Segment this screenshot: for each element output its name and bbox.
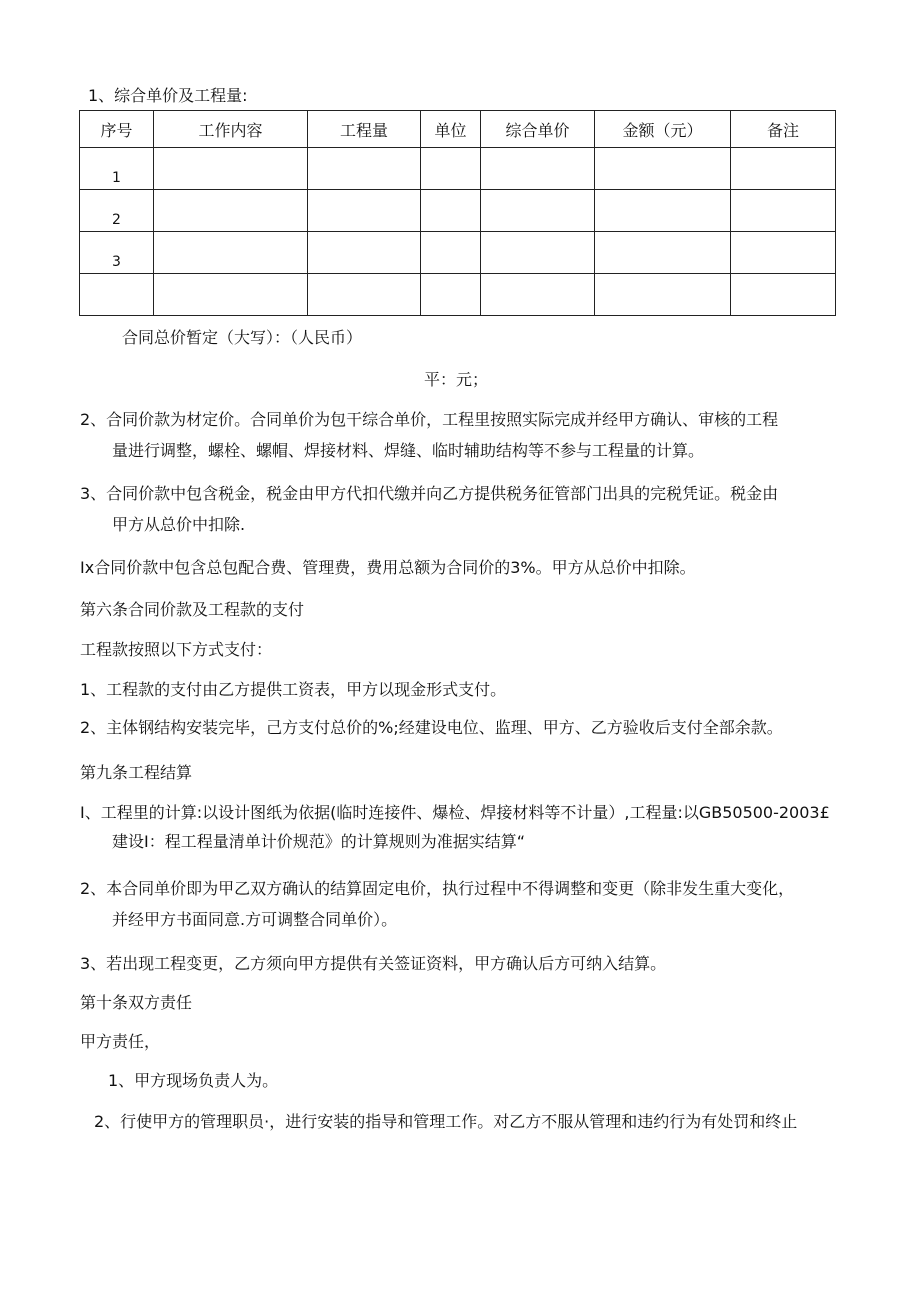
col-header-amount: 金额（元） (595, 111, 731, 148)
table-cell (595, 232, 731, 274)
table-cell-index (80, 274, 154, 316)
section-heading-unit-price: 1、综合单价及工程量: (88, 86, 248, 105)
clause-4: Ix合同价款中包含总包配合费、管理费，费用总额为合同价的3%。甲方从总价中扣除。 (80, 558, 696, 577)
table-cell (308, 148, 421, 190)
table-row (80, 232, 836, 274)
table-cell-index: 2 (80, 190, 154, 232)
table-cell (421, 232, 481, 274)
settlement-1-line-2: 建设I：程工程量清单计价规范》的计算规则为准据实结算“ (112, 832, 526, 851)
payment-item-2: 2、主体钢结构安装完毕，己方支付总价的%;经建设电位、监理、甲方、乙方验收后支付全部余款。 (80, 718, 783, 737)
table-cell (731, 274, 836, 316)
table-cell (595, 190, 731, 232)
col-header-work-content: 工作内容 (154, 111, 308, 148)
settlement-2-line-2: 并经甲方书面同意.方可调整合同单价）。 (112, 910, 398, 929)
table-cell (421, 190, 481, 232)
table-cell (421, 274, 481, 316)
table-header-row (80, 111, 836, 148)
settlement-3: 3、若出现工程变更，乙方须向甲方提供有关签证资料，甲方确认后方可纳入结算。 (80, 954, 667, 973)
table-cell (481, 190, 595, 232)
article-9-title: 第九条工程结算 (80, 763, 193, 782)
table-cell (731, 232, 836, 274)
table-cell (595, 274, 731, 316)
unit-price-table (79, 110, 836, 316)
col-header-unit-price: 综合单价 (481, 111, 595, 148)
table-cell-index: 3 (80, 232, 154, 274)
table-cell (481, 274, 595, 316)
settlement-1-line-1: I、工程里的计算:以设计图纸为依据(临时连接件、爆检、焊接材料等不计量）,工程量:以GB50500-2003£ (80, 803, 830, 822)
article-6-title: 第六条合同价款及工程款的支付 (80, 600, 305, 619)
clause-3-line-2: 甲方从总价中扣除. (112, 515, 246, 534)
party-a-responsibility-heading: 甲方责任， (80, 1032, 161, 1051)
table-cell (731, 190, 836, 232)
ping-yuan-line: 平：元； (424, 370, 489, 389)
article-10-title: 第十条双方责任 (80, 993, 193, 1012)
payment-intro: 工程款按照以下方式支付： (80, 640, 273, 659)
responsibility-item-2: 2、行使甲方的管理职员·，进行安装的指导和管理工作。对乙方不服从管理和违约行为有处罚和终止 (94, 1112, 798, 1131)
clause-3-line-1: 3、合同价款中包含税金，税金由甲方代扣代缴并向乙方提供税务征管部门出具的完税凭证。税金由 (80, 484, 779, 503)
table-cell (481, 148, 595, 190)
responsibility-item-1: 1、甲方现场负责人为。 (108, 1071, 279, 1090)
table-cell (308, 274, 421, 316)
contract-total-line: 合同总价暂定（大写）：（人民币） (122, 328, 363, 347)
table-cell (731, 148, 836, 190)
table-cell (595, 148, 731, 190)
table-cell (154, 232, 308, 274)
table-cell (154, 148, 308, 190)
table-cell (154, 190, 308, 232)
col-header-quantity: 工程量 (308, 111, 421, 148)
col-header-unit: 单位 (421, 111, 481, 148)
table-cell (308, 190, 421, 232)
table-cell (154, 274, 308, 316)
table-row (80, 148, 836, 190)
table-row (80, 274, 836, 316)
payment-item-1: 1、工程款的支付由乙方提供工资表，甲方以现金形式支付。 (80, 680, 507, 699)
table-cell (421, 148, 481, 190)
col-header-remarks: 备注 (731, 111, 836, 148)
table-row (80, 190, 836, 232)
table-cell (308, 232, 421, 274)
col-header-index: 序号 (80, 111, 154, 148)
table-cell-index: 1 (80, 148, 154, 190)
clause-2-line-1: 2、合同价款为材定价。合同单价为包干综合单价，工程里按照实际完成并经甲方确认、审核的工程 (80, 410, 779, 429)
clause-2-line-2: 量进行调整，螺栓、螺帽、焊接材料、焊缝、临时辅助结构等不参与工程量的计算。 (112, 441, 705, 460)
settlement-2-line-1: 2、本合同单价即为甲乙双方确认的结算固定电价，执行过程中不得调整和变更（除非发生重大变化， (80, 879, 795, 898)
table-cell (481, 232, 595, 274)
